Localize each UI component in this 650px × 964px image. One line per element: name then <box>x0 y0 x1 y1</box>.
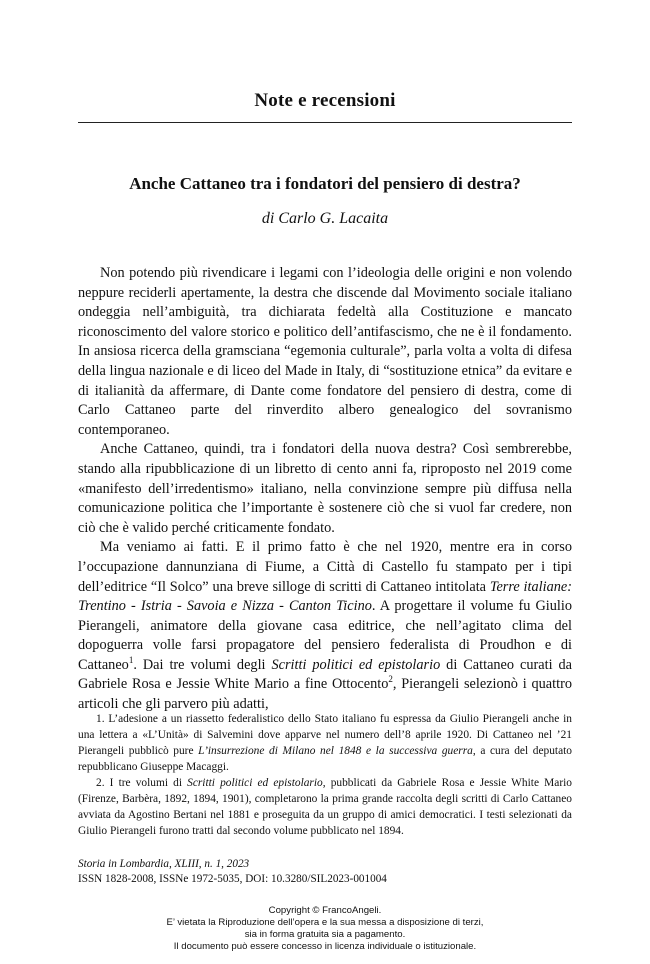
paragraph-1: Non potendo più rivendicare i legami con l’ideologia delle origini e non volendo neppure reciderli apertamente, la destra che discende dal Movimento sociale italiano ondeggia nell’ambiguità, tra dichiarata fedeltà alla Costituzione e mancato riconoscimento del valore storico e politico dell’antifascismo, che ne è il fondamento. In ansiosa ricerca della gramsciana “egemonia culturale”, parla volta a volta di difesa della lingua nazionale e di liceo del Made in Italy, di “sostituzione etnica” da evitare e di italianità da affermare, di Dante come fondatore del pensiero di destra, come di Carlo Cattaneo parte del rinverdito albero genealogico del sovranismo contemporaneo. <box>78 265 572 438</box>
footnote-ref-1[interactable]: 1 <box>128 655 134 666</box>
copyright-line-2: E’ vietata la Riproduzione dell’opera e la sua messa a disposizione di terzi, <box>166 917 484 928</box>
paragraph-3-text-e: , Pierangeli selezionò i quattro articoli che gli parvero più adatti, <box>78 676 572 713</box>
copyright-line-3: sia in forma gratuita sia a pagamento. <box>244 929 406 940</box>
paragraph-3-text-c: . Dai tre volumi degli <box>133 656 272 673</box>
footnote-1-book-title: L’insurrezione di Milano nel 1848 e la successiva guerra <box>198 745 473 757</box>
paragraph-2: Anche Cattaneo, quindi, tra i fondatori della nuova destra? Così sembrerebbe, stando alla ripubblicazione di un libretto di cento anni fa, riproposto nel 2019 come «manifesto dell’irredentismo» italiano, nella convinzione sempre più diffusa nella comunicazione politica che l’importante è sostenere ciò che si vuol far credere, non ciò che è valido perché criticamente fondato. <box>78 441 572 536</box>
book-title-scritti: Scritti politici ed epistolario <box>271 656 441 673</box>
footnote-1 <box>78 711 572 775</box>
copyright-line-4: Il documento può essere concesso in licenza individuale o istituzionale. <box>173 941 477 952</box>
footnote-1-text-a: 1. L’adesione a un riassetto federalistico dello Stato italiano fu espressa da Giulio Pierangeli anche in una lettera a «L’Unità» di Salvemini dove apparve nel numero dell’8 aprile 1920. Di Cattaneo nel ’21 Pierangeli pubblicò pure <box>78 713 572 757</box>
book-title-terre-italiane: Terre italiane: Trentino - Istria - Savoia e Nizza - Canton Ticino <box>78 578 572 615</box>
footnote-ref-2[interactable]: 2 <box>388 674 393 685</box>
footnote-2-text-a: 2. I tre volumi di <box>96 777 188 789</box>
paragraph-3-text-b: . A progettare il volume fu Giulio Pierangeli, animatore della giovane casa editrice, che nell’agitato clima del dopoguerra volle farsi propagatore del pensiero federalista di Proudhon e di Cattaneo <box>78 598 572 673</box>
article-body <box>78 264 572 715</box>
section-title: Note e recensioni <box>254 90 396 111</box>
footnote-2 <box>78 775 572 839</box>
paragraph-3-text-d: di Cattaneo curati da Gabriele Rosa e Jessie White Mario a fine Ottocento <box>78 656 572 693</box>
footnotes <box>78 711 572 839</box>
article-byline: di Carlo G. Lacaita <box>261 210 389 227</box>
copyright-line-1: Copyright © FrancoAngeli. <box>268 905 382 916</box>
footnote-2-text-b: , pubblicati da Gabriele Rosa e Jessie White Mario (Firenze, Barbèra, 1892, 1894, 1901), completarono la prima grande raccolta degli scritti di Carlo Cattaneo avviata da Agostino Bertani nel 1881 e proseguita da un gruppo di amici democratici. I testi selezionati da Giulio Pierangeli furono tratti dal secondo volume pubblicato nel 1894. <box>78 777 572 837</box>
paragraph-3 <box>78 538 572 714</box>
journal-info <box>78 857 387 886</box>
journal-identifiers: ISSN 1828-2008, ISSNe 1972-5035, DOI: 10.3280/SIL2023-001004 <box>78 872 387 885</box>
article-title: Anche Cattaneo tra i fondatori del pensiero di destra? <box>129 174 521 193</box>
paragraph-3-text-a: Ma veniamo ai fatti. E il primo fatto è che nel 1920, mentre era in corso l’occupazione dannunziana di Fiume, a Città di Castello fu stampato per i tipi dell’editrice “Il Solco” una breve silloge di scritti di Cattaneo intitolata <box>78 539 572 595</box>
footnote-2-book-title: Scritti politici ed epistolario <box>187 777 323 789</box>
journal-citation: Storia in Lombardia, XLIII, n. 1, 2023 <box>78 858 250 870</box>
section-divider <box>78 122 572 123</box>
footnote-1-text-b: , a cura del deputato repubblicano Giuseppe Macaggi. <box>78 745 572 773</box>
copyright-notice <box>0 905 650 953</box>
